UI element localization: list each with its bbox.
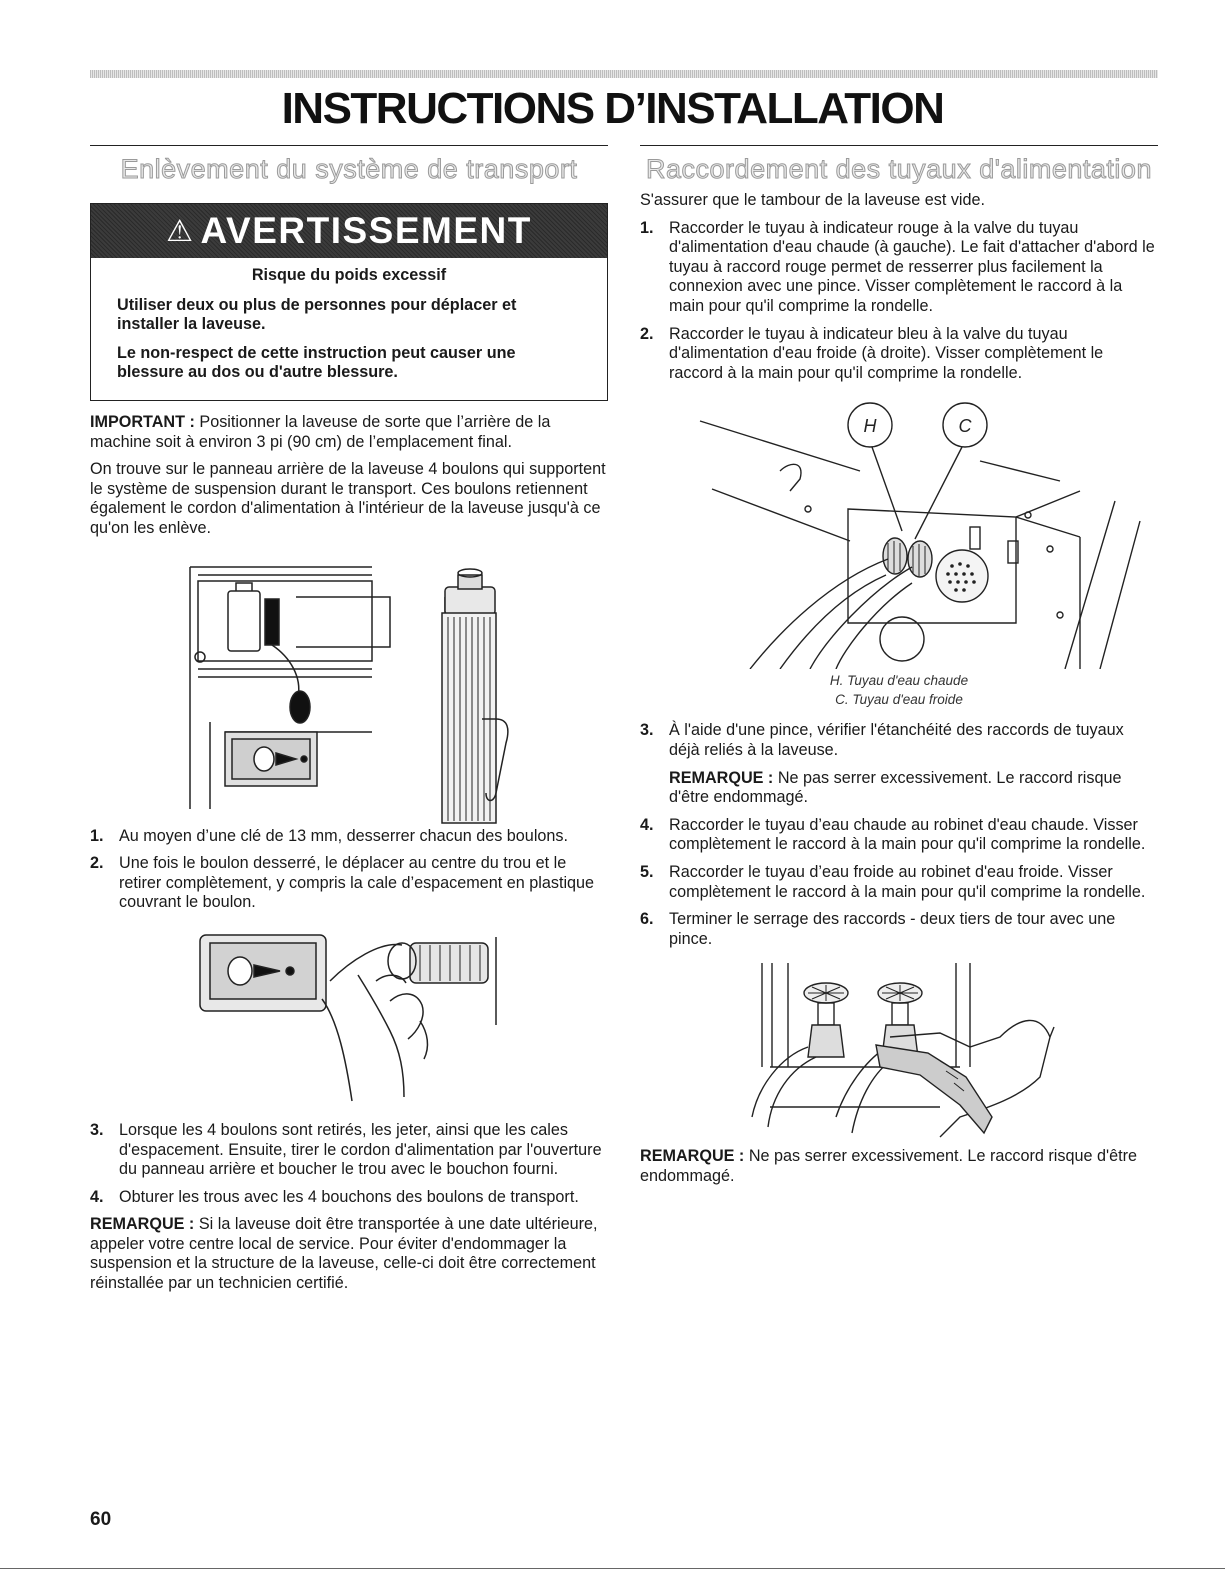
left-step-3 bbox=[90, 1121, 608, 1180]
hose-connection-illustration bbox=[640, 391, 1158, 669]
left-step-1 bbox=[90, 827, 608, 847]
step-number: 3. bbox=[640, 721, 654, 740]
left-step-4 bbox=[90, 1188, 608, 1208]
step-text: Raccorder le tuyau à indicateur bleu à la valve du tuyau d'alimentation d'eau froide (à droite). Visser complètement le raccord à la main pour qu'il comprime la rondelle. bbox=[669, 324, 1104, 382]
warning-triangle-icon: ⚠ bbox=[166, 214, 195, 248]
warning-line-2: Le non-respect de cette instruction peut causer une blessure au dos ou d'autre blessure. bbox=[117, 343, 516, 382]
caption-cold: C. Tuyau d'eau froide bbox=[835, 692, 963, 708]
right-step-1 bbox=[640, 219, 1158, 317]
left-steps-3-4 bbox=[90, 1121, 608, 1207]
warning-title: AVERTISSEMENT bbox=[200, 210, 532, 251]
warning-risk: Risque du poids excessif bbox=[251, 266, 447, 284]
step-3-note bbox=[669, 769, 1158, 808]
right-step-2 bbox=[640, 325, 1158, 384]
important-label: IMPORTANT : bbox=[90, 412, 195, 431]
step-text: Au moyen d’une clé de 13 mm, desserrer chacun des boulons. bbox=[119, 826, 569, 845]
step-number: 6. bbox=[640, 910, 654, 929]
warning-box bbox=[90, 203, 608, 401]
important-text: Positionner la laveuse de sorte que l’arrière de la machine soit à environ 3 pi (90 cm) de l’emplacement final. bbox=[90, 412, 551, 451]
right-step-5 bbox=[640, 863, 1158, 902]
right-step-3-list bbox=[640, 721, 1158, 949]
left-section-heading: Enlèvement du système de transport bbox=[120, 154, 578, 184]
note-text: Ne pas serrer excessivement. Le raccord risque d'être endommagé. bbox=[640, 1147, 1137, 1185]
right-steps-1-2 bbox=[640, 219, 1158, 384]
right-step-3 bbox=[640, 721, 1158, 807]
step-text: Obturer les trous avec les 4 bouchons des boulons de transport. bbox=[119, 1187, 579, 1206]
note-text: Ne pas serrer excessivement. Le raccord risque d'être endommagé. bbox=[669, 768, 1122, 807]
note-label: REMARQUE : bbox=[640, 1147, 745, 1166]
left-note bbox=[90, 1215, 608, 1293]
step-text: Raccorder le tuyau à indicateur rouge à la valve du tuyau d'alimentation d'eau chaude (à gauche). Le fait d'attacher d'abord le tuyau à raccord rouge permet de resserrer plus facilement la connexion avec une pince. Visser complètement le raccord à la main pour qu'il comprime la rondelle. bbox=[669, 218, 1155, 315]
step-number: 4. bbox=[90, 1187, 104, 1206]
left-steps-1-2 bbox=[90, 827, 608, 913]
left-heading-rule bbox=[90, 145, 608, 146]
warning-body bbox=[91, 258, 607, 400]
step-number: 1. bbox=[640, 218, 654, 237]
important-paragraph bbox=[90, 413, 608, 452]
right-column bbox=[640, 145, 1158, 1194]
step-text: Raccorder le tuyau d’eau froide au robinet d'eau froide. Visser complètement le raccord à la main pour qu'il comprime la rondelle. bbox=[669, 862, 1146, 901]
note-text: Si la laveuse doit être transportée à une date ultérieure, appeler votre centre local de service. Pour éviter d'endommager la suspension et la structure de la laveuse, celle-ci doit être correctement réinstallée par un technicien certifié. bbox=[90, 1215, 598, 1293]
step-text: Une fois le boulon desserré, le déplacer au centre du trou et le retirer complètement, y compris la cale d’espacement en plastique couvrant le boulon. bbox=[119, 854, 595, 912]
bottom-rule bbox=[0, 1568, 1225, 1569]
step-text: Terminer le serrage des raccords - deux tiers de tour avec une pince. bbox=[669, 910, 1116, 948]
right-heading-rule bbox=[640, 145, 1158, 146]
step-text: Lorsque les 4 boulons sont retirés, les jeter, ainsi que les cales d'espacement. Ensuite, tirer le cordon d'alimentation par l'ouverture du panneau arrière et boucher le trou avec le bouchon fourni. bbox=[119, 1120, 602, 1179]
step-number: 1. bbox=[90, 826, 104, 845]
right-intro: S'assurer que le tambour de la laveuse est vide. bbox=[640, 191, 986, 209]
step-text: Raccorder le tuyau d’eau chaude au robinet d'eau chaude. Visser complètement le raccord à la main pour qu'il comprime la rondelle. bbox=[669, 815, 1146, 854]
caption-hot: H. Tuyau d'eau chaude bbox=[829, 673, 969, 689]
faucet-tightening-illustration bbox=[640, 957, 1158, 1147]
step-number: 3. bbox=[90, 1120, 104, 1139]
callout-c: C bbox=[958, 416, 972, 437]
header-band bbox=[90, 70, 1158, 78]
callout-h: H bbox=[863, 416, 877, 437]
warning-header bbox=[91, 204, 607, 258]
step-number: 2. bbox=[640, 324, 654, 343]
step-number: 5. bbox=[640, 862, 654, 881]
warning-line-1: Utiliser deux ou plus de personnes pour déplacer et installer la laveuse. bbox=[117, 295, 517, 334]
step-number: 4. bbox=[640, 815, 654, 834]
rear-panel-bolt-illustration bbox=[90, 547, 608, 827]
bolt-removal-illustration bbox=[90, 921, 608, 1121]
note-label: REMARQUE : bbox=[90, 1215, 195, 1234]
step-text: À l'aide d'une pince, vérifier l'étanchéité des raccords de tuyaux déjà reliés à la laveuse. bbox=[669, 721, 1124, 759]
note-label: REMARQUE : bbox=[669, 768, 774, 787]
page-number: 60 bbox=[90, 1509, 112, 1530]
right-section-heading: Raccordement des tuyaux d'alimentation bbox=[646, 154, 1152, 184]
page-title: INSTRUCTIONS D’INSTALLATION bbox=[281, 84, 944, 133]
right-step-6 bbox=[640, 910, 1158, 949]
right-step-4 bbox=[640, 816, 1158, 855]
intro-paragraph: On trouve sur le panneau arrière de la laveuse 4 boulons qui supportent le système de suspension durant le transport. Ces boulons retiennent également le cordon d'alimentation à l'intérieur de la laveuse jusqu'à ce qu'on les enlève. bbox=[90, 460, 606, 537]
figure-caption bbox=[640, 671, 1158, 709]
left-column bbox=[90, 145, 608, 1302]
right-final-note bbox=[640, 1147, 1158, 1186]
left-step-2 bbox=[90, 854, 608, 913]
step-number: 2. bbox=[90, 854, 104, 873]
